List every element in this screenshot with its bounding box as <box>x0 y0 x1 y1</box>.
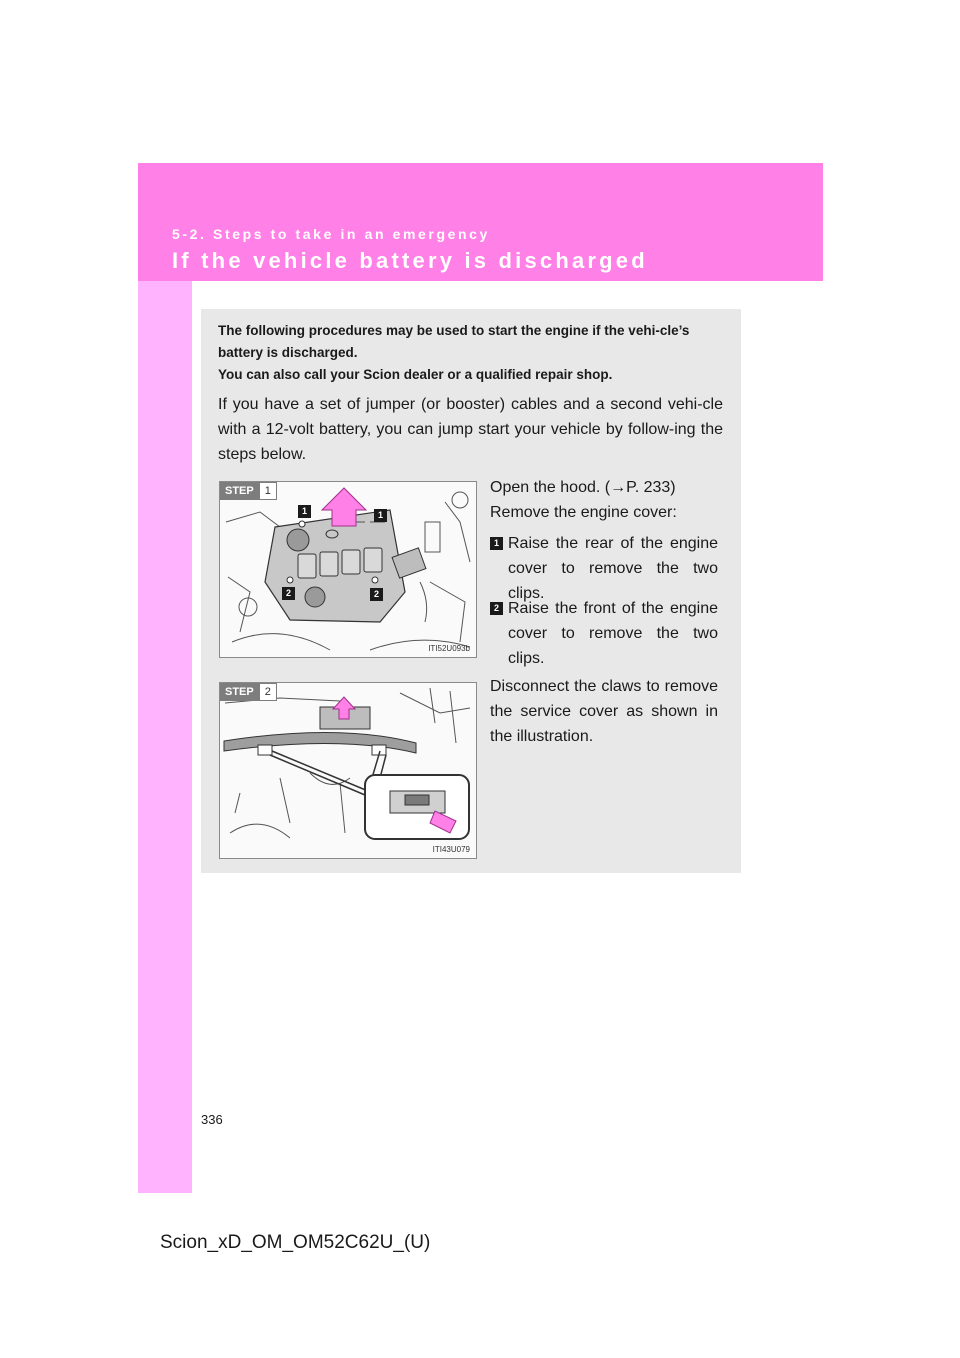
intro-bold-line-1: The following procedures may be used to start the engine if the vehi-cle’s battery is discharged. <box>218 323 690 360</box>
service-cover-illustration <box>219 682 477 859</box>
step-1-line-2: Remove the engine cover: <box>490 504 677 521</box>
section-label: 5-2. Steps to take in an emergency <box>172 226 490 242</box>
step-2-text: Disconnect the claws to remove the service cover as shown in the illustration. <box>490 678 718 745</box>
callout-1-right: 1 <box>374 509 387 522</box>
document-code: Scion_xD_OM_OM52C62U_(U) <box>160 1232 431 1253</box>
item-1-text: Raise the rear of the engine cover to remove the two clips. <box>508 535 718 602</box>
figure-1-code: ITI52U093b <box>428 644 470 653</box>
service-cover-drawing <box>220 683 476 858</box>
step-2-tag-number: 2 <box>259 683 277 701</box>
item-2-text: Raise the front of the engine cover to remove the two clips. <box>508 600 718 667</box>
page-title: If the vehicle battery is discharged <box>172 248 648 273</box>
intro-bold <box>218 320 723 386</box>
step-1-tag-number: 1 <box>259 482 277 500</box>
step-1-item-1 <box>490 531 718 606</box>
figure-2-code: ITI43U079 <box>432 845 470 854</box>
intro-bold-line-2: You can also call your Scion dealer or a qualified repair shop. <box>218 367 613 382</box>
item-1-badge: 1 <box>490 537 503 550</box>
step-2-tag <box>220 683 277 701</box>
item-2-badge: 2 <box>490 602 503 615</box>
callout-2-right: 2 <box>370 588 383 601</box>
engine-cover-illustration <box>219 481 477 658</box>
callout-2-left: 2 <box>282 587 295 600</box>
step-1-text <box>490 475 718 525</box>
step-1-tag-word: STEP <box>220 482 259 500</box>
step-1-item-2 <box>490 596 718 671</box>
step-2-tag-word: STEP <box>220 683 259 701</box>
step-1-line-1: Open the hood. (→P. 233) <box>490 479 676 496</box>
callout-1-left: 1 <box>298 505 311 518</box>
step-1-tag <box>220 482 277 500</box>
side-strip <box>138 163 192 1193</box>
engine-cover-drawing <box>220 482 476 657</box>
intro-text: If you have a set of jumper (or booster) cables and a second vehi-cle with a 12-volt battery, you can jump start your vehicle by follow-ing the steps below. <box>218 396 723 463</box>
page-number: 336 <box>201 1112 223 1127</box>
